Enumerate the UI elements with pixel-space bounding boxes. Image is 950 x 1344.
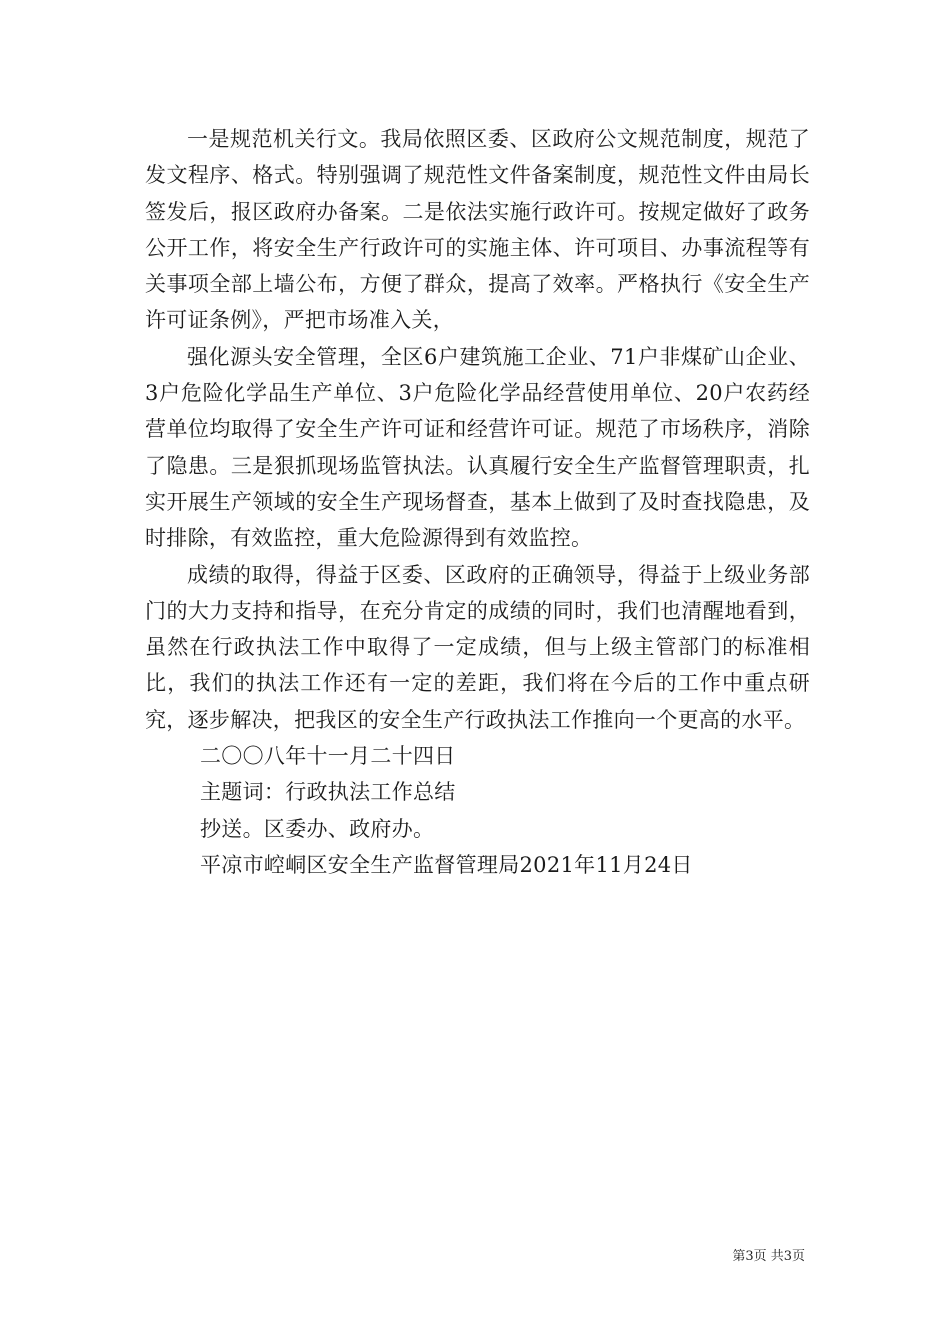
body-paragraph-2: 强化源头安全管理，全区6户建筑施工企业、71户非煤矿山企业、3户危险化学品生产单位、3户危险化学品经营使用单位、20户农药经营单位均取得了安全生产许可证和经营许可证。规范了市场秩序，消除了隐患。三是狠抓现场监管执法。认真履行安全生产监督管理职责，扎实开展生产领域的安全生产现场督查，基本上做到了及时查找隐患，及时排除，有效监控，重大危险源得到有效监控。 — [145, 344, 810, 551]
issuer-line: 平凉市崆峒区安全生产监督管理局2021年11月24日 — [200, 852, 693, 877]
subject-line: 主题词：行政执法工作总结 — [200, 780, 456, 805]
cc-line: 抄送。区委办、政府办。 — [200, 816, 435, 841]
body-paragraph-1: 一是规范机关行文。我局依照区委、区政府公文规范制度，规范了发文程序、格式。特别强调了规范性文件备案制度，规范性文件由局长签发后，报区政府办备案。二是依法实施行政许可。按规定做好了政务公开工作，将安全生产行政许可的实施主体、许可项目、办事流程等有关事项全部上墙公布，方便了群众，提高了效率。严格执行《安全生产许可证条例》，严把市场准入关， — [145, 127, 810, 333]
date-line: 二〇〇八年十一月二十四日 — [200, 744, 456, 769]
body-paragraph-3: 成绩的取得，得益于区委、区政府的正确领导，得益于上级业务部门的大力支持和指导，在充分肯定的成绩的同时，我们也清醒地看到，虽然在行政执法工作中取得了一定成绩，但与上级主管部门的标准相比，我们的执法工作还有一定的差距，我们将在今后的工作中重点研究，逐步解决，把我区的安全生产行政执法工作推向一个更高的水平。 — [145, 562, 810, 732]
page-number-footer: 第3页 共3页 — [732, 1249, 805, 1264]
document-body — [145, 121, 810, 883]
